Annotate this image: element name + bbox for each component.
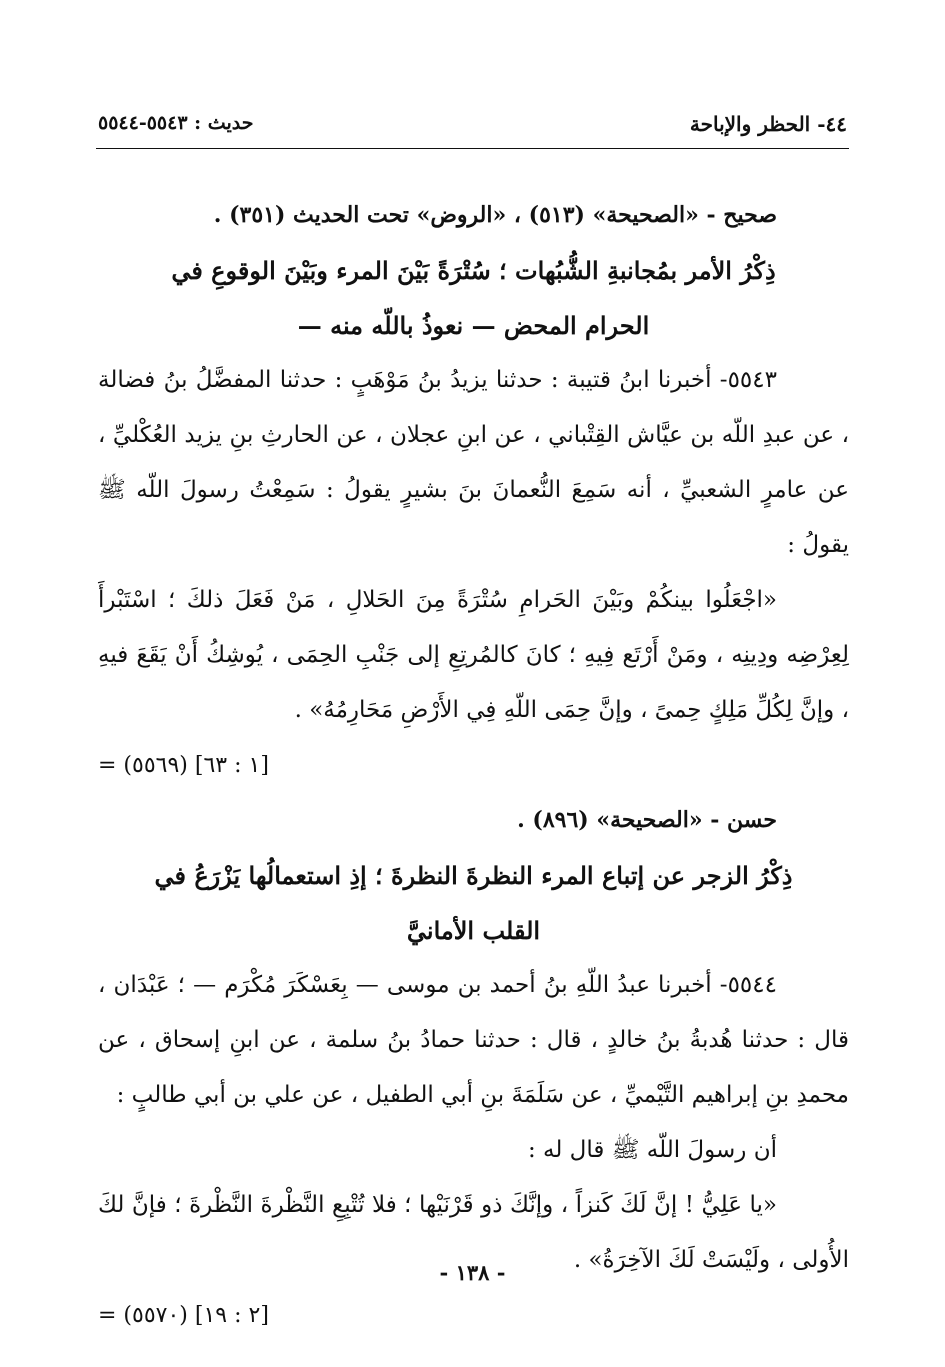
cross-reference: = (٥٥٦٩) [١ : ٦٣] — [98, 753, 269, 778]
cross-reference: = (٥٥٧٠) [٢ : ١٩] — [98, 1303, 269, 1328]
hadith-grade: صحيح - «الصحيحة» (٥١٣) ، «الروض» تحت الحديث (٣٥١) . — [213, 202, 777, 228]
hadith-range: حديث : ٥٥٤٣-٥٥٤٤ — [98, 112, 254, 134]
chapter-title: ذِكْرُ الزجر عن إتباع المرء النظرةَ النظرةَ ؛ إذِ استعمالُها يَزْرَعُ في القلب الأمانيَّ — [154, 861, 793, 945]
hadith-text: أن رسولَ اللّه ﷺ قال له : — [527, 1137, 777, 1163]
book-title: ٤٤- الحظر والإباحة — [689, 112, 847, 136]
page-number: - ١٣٨ - — [439, 1260, 506, 1285]
hadith-isnad: ٥٥٤٣- أخبرنا ابنُ قتيبة : حدثنا يزيدُ بنُ مَوْهَبٍ : حدثنا المفضَّلُ بنُ فضالة ، عن عبدِ اللّه بن عيَّاش القِتْباني ، عن ابنِ عجلان ، عن الحارثِ بنِ يزيد العُكْليِّ ، عن عامرٍ الشعبيِّ ، أنه سَمِعَ النُّعمانَ بنَ بشيرٍ يقولُ : سَمِعْتُ رسولَ اللّه ﷺ يقولُ : — [98, 367, 850, 558]
chapter-title: ذِكْرُ الأمر بمُجانبةِ الشُّبُهات ؛ سُتْرَةً بَيْنَ المرء وبَيْنَ الوقوعِ في الحرام المحض — نعوذُ باللّه منه — — [171, 256, 776, 340]
header-rule — [96, 148, 849, 149]
hadith-matn: «اجْعَلُوا بينكُمْ وبَيْنَ الحَرامِ سُتْرَةً مِنَ الحَلالِ ، مَنْ فَعَلَ ذلكَ ؛ اسْتَبْرأَ لِعِرْضِه ودِينِه ، ومَنْ أَرْتَع فِيهِ ؛ كانَ كالمُرتِعِ إلى جَنْبِ الحِمَى ، يُوشِكُ أَنْ يَقَعَ فيهِ ، وإنَّ لِكُلِّ مَلِكٍ حِمىً ، وإنَّ حِمَى اللّهِ فِي الأَرْضِ مَحَارِمُهُ» . — [98, 587, 849, 723]
hadith-matn: «يا عَلِيُّ ! إنَّ لَكَ كَنزاً ، وإنَّكَ ذو قَرْنَيْها ؛ فلا تُتْبِعِ النَّظْرةَ النَّظْرةَ ؛ فإنَّ لكَ الأُولى ، ولَيْسَتْ لَكَ الآخِرَةُ» . — [98, 1192, 849, 1273]
hadith-isnad: ٥٥٤٤- أخبرنا عبدُ اللّهِ بنُ أحمد بن موسى — بِعَسْكَرَ مُكْرَم — ؛ عَبْدَان ، قال : حدثنا هُدبةُ بنُ خالدٍ ، قال : حدثنا حمادُ بنُ سلمة ، عن ابنِ إسحاق ، عن محمدِ بنِ إبراهيم التَّيْميِّ ، عن سَلَمَةَ بنِ أبي الطفيل ، عن علي بن أبي طالبٍ : — [98, 972, 849, 1108]
hadith-grade: حسن - «الصحيحة» (٨٩٦) . — [517, 807, 777, 833]
page-body — [98, 188, 849, 1343]
